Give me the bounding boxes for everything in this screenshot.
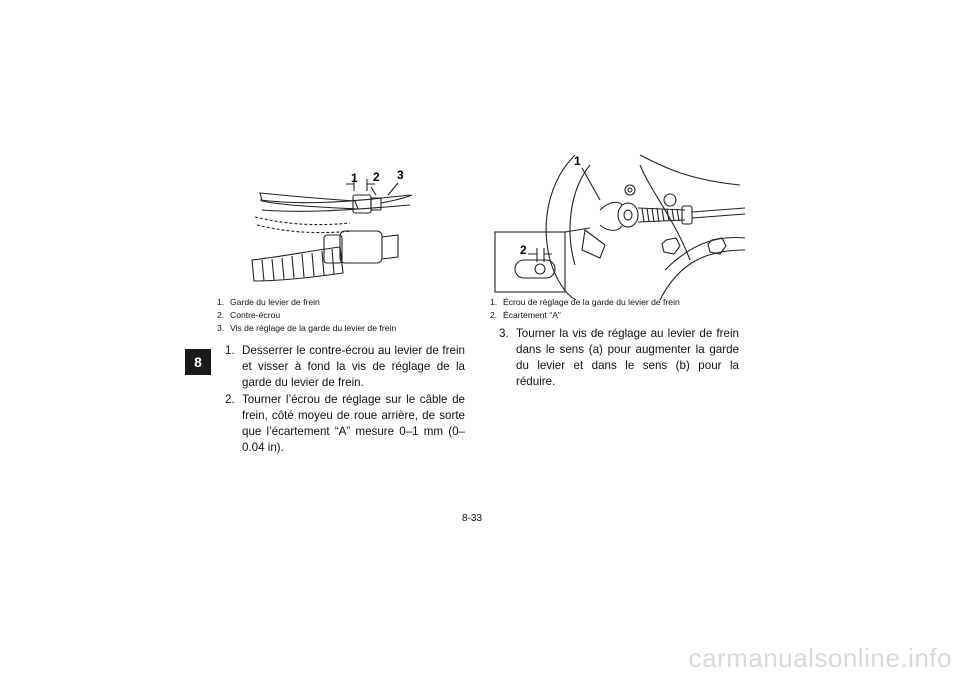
figure-rear-hub [490, 150, 745, 300]
step-item: 2. Tourner l’écrou de réglage sur le câble de frein, côté moyeu de roue arrière, de sorte que l’écartement “A” mesure 0–1 mm (0–0.04 in). [225, 393, 465, 454]
steps-right [499, 326, 739, 391]
watermark: carmanualsonline.info [688, 643, 952, 673]
steps-left [225, 343, 465, 457]
caption-item: 3. Vis de réglage de la garde du levier de frein [217, 323, 397, 333]
caption-item: 2. Contre-écrou [217, 310, 281, 320]
figure-brake-lever [240, 165, 415, 290]
chapter-tab [185, 349, 211, 375]
callout-3: 3 [397, 168, 404, 182]
caption-right [490, 296, 680, 322]
chapter-number: 8 [194, 354, 202, 370]
page-number: 8-33 [462, 513, 483, 524]
caption-item: 2. Écartement “A” [490, 310, 561, 320]
step-item: 1. Desserrer le contre-écrou au levier de frein et visser à fond la vis de réglage de la garde du levier de frein. [225, 344, 465, 389]
caption-left [217, 296, 396, 335]
rear-hub-illustration [490, 150, 745, 300]
callout-2: 2 [373, 170, 380, 184]
caption-item: 1. Garde du levier de frein [217, 297, 320, 307]
callout-2: 2 [520, 243, 527, 257]
callout-1: 1 [574, 154, 581, 168]
brake-lever-illustration [240, 165, 415, 290]
callout-1: 1 [351, 171, 358, 185]
step-item: 3. Tourner la vis de réglage au levier de frein dans le sens (a) pour augmenter la garde du levier et dans le sens (b) pour la réduire. [499, 327, 739, 388]
caption-item: 1. Écrou de réglage de la garde du levier de frein [490, 297, 680, 307]
